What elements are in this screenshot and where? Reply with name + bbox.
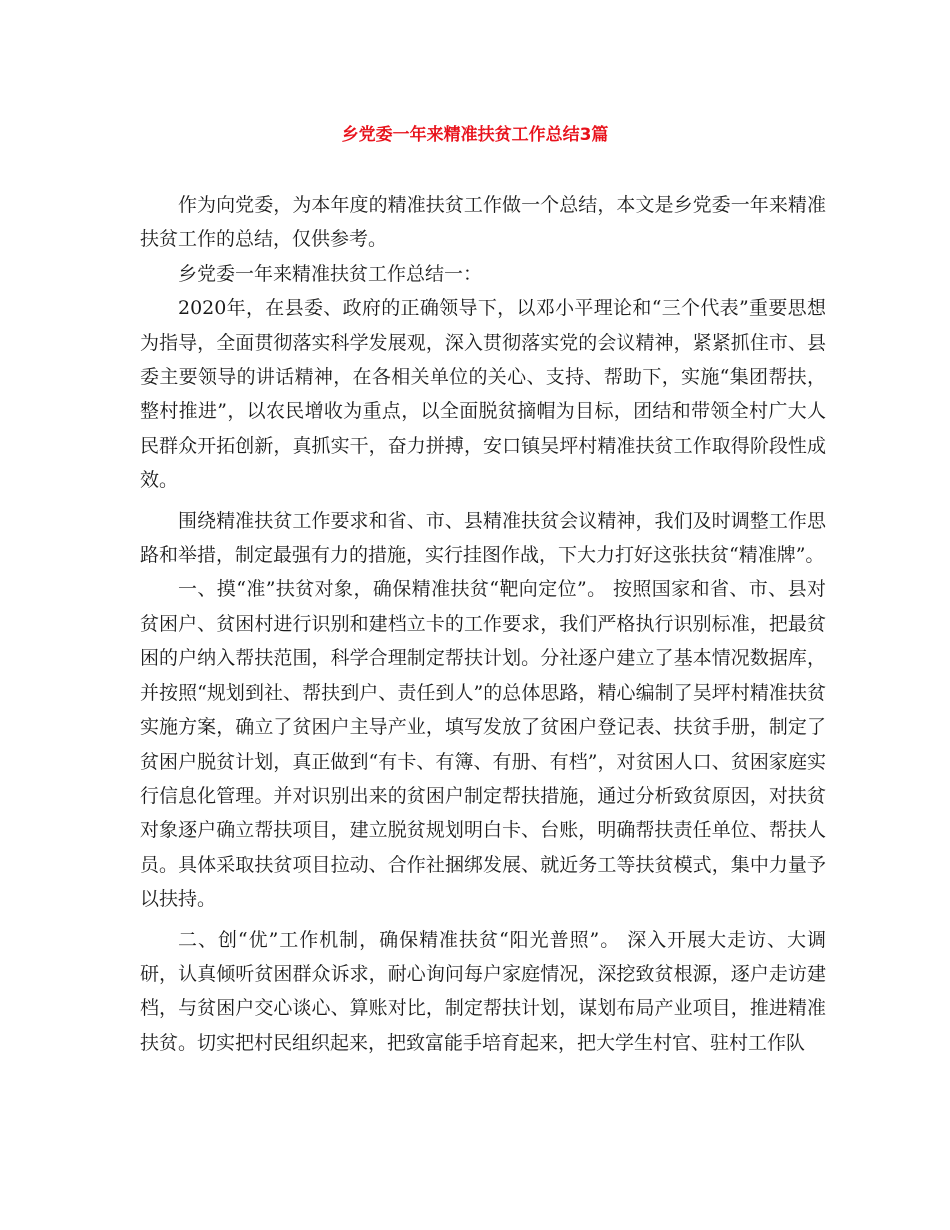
- paragraph-point-one: 一、摸“准”扶贫对象，确保精准扶贫“靶向定位”。 按照国家和省、市、县对贫困户、贫困村进行识别和建档立卡的工作要求，我们严格执行识别标准，把最贫困的户纳入帮扶范围，科学合理制定帮扶计划。分社逐户建立了基本情况数据库，并按照“规划到社、帮扶到户、责任到人”的总体思路，精心编制了吴坪村精准扶贫实施方案，确立了贫困户主导产业，填写发放了贫困户登记表、扶贫手册，制定了贫困户脱贫计划，真正做到“有卡、有簿、有册、有档”，对贫困人口、贫困家庭实行信息化管理。并对识别出来的贫困户制定帮扶措施，通过分析致贫原因，对扶贫对象逐户确立帮扶项目，建立脱贫规划明白卡、台账，明确帮扶责任单位、帮扶人员。具体采取扶贫项目拉动、合作社捆绑发展、就近务工等扶贫模式，集中力量予以扶持。: [140, 578, 826, 911]
- paragraph-section-heading: 乡党委一年来精准扶贫工作总结一：: [178, 262, 483, 285]
- paragraph-intro: 作为向党委，为本年度的精准扶贫工作做一个总结，本文是乡党委一年来精准扶贫工作的总结，仅供参考。: [140, 194, 826, 251]
- paragraph-strategy: 围绕精准扶贫工作要求和省、市、县精准扶贫会议精神，我们及时调整工作思路和举措，制定最强有力的措施，实行挂图作战，下大力打好这张扶贫“精准牌”。: [140, 509, 826, 567]
- paragraph-point-two: 二、创“优”工作机制，确保精准扶贫“阳光普照”。 深入开展大走访、大调研，认真倾听贫困群众诉求，耐心询问每户家庭情况，深挖致贫根源，逐户走访建档，与贫困户交心谈心、算账对比，制定帮扶计划，谋划布局产业项目，推进精准扶贫。切实把村民组织起来，把致富能手培育起来，把大学生村官、驻村工作队: [140, 928, 826, 1054]
- document-title: 乡党委一年来精准扶贫工作总结3篇: [341, 125, 609, 145]
- document-body: [140, 188, 826, 1060]
- paragraph-overview: 2020年，在县委、政府的正确领导下，以邓小平理论和“三个代表”重要思想为指导，全面贯彻落实科学发展观，深入贯彻落实党的会议精神，紧紧抓住市、县委主要领导的讲话精神，在各相关单位的关心、支持、帮助下，实施“集团帮扶，整村推进”，以农民增收为重点，以全面脱贫摘帽为目标，团结和带领全村广大人民群众开拓创新，真抓实干，奋力拼搏，安口镇吴坪村精准扶贫工作取得阶段性成效。: [140, 297, 826, 492]
